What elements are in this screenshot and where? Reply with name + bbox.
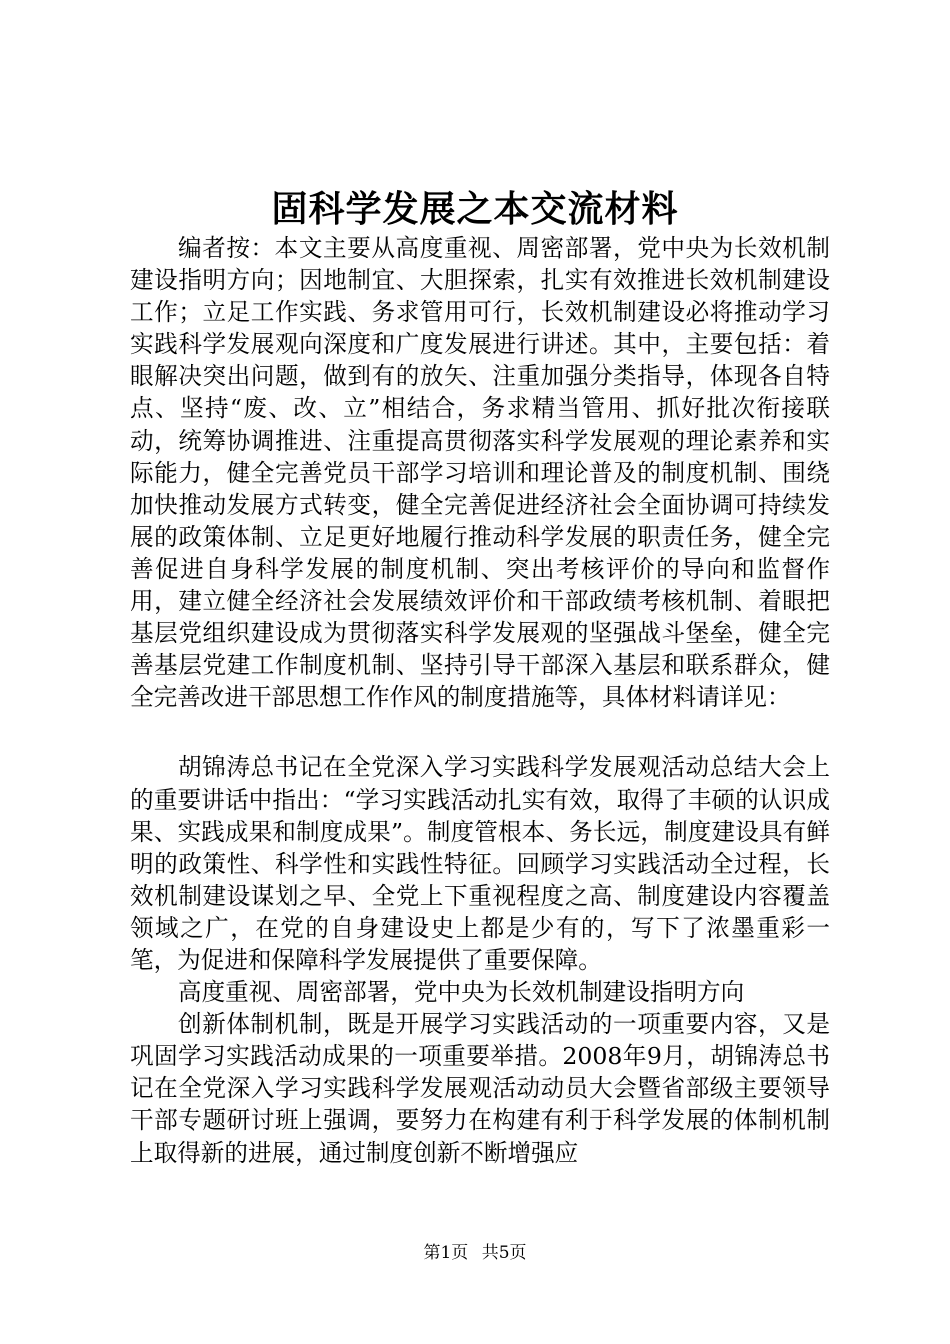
editor-note-paragraph: 编者按：本文主要从高度重视、周密部署，党中央为长效机制建设指明方向；因地制宜、大胆探索，扎实有效推进长效机制建设工作；立足工作实践、务求管用可行，长效机制建设必将推动学习实践科学发展观向深度和广度发展进行讲述。其中，主要包括：着眼解决突出问题，做到有的放矢、注重加强分类指导，体现各自特点、坚持“废、改、立”相结合，务求精当管用、抓好批次衔接联动，统筹协调推进、注重提高贯彻落实科学发展观的理论素养和实际能力，健全完善党员干部学习培训和理论普及的制度机制、围绕加快推动发展方式转变，健全完善促进经济社会全面协调可持续发展的政策体制、立足更好地履行推动科学发展的职责任务，健全完善促进自身科学发展的制度机制、突出考核评价的导向和监督作用，建立健全经济社会发展绩效评价和干部政绩考核机制、着眼把基层党组织建设成为贯彻落实科学发展观的坚强战斗堡垒，健全完善基层党建工作制度机制、坚持引导干部深入基层和联系群众，健全完善改进干部思想工作作风的制度措施等，具体材料请详见： [130, 234, 830, 712]
page-total: 共5页 [481, 1243, 527, 1263]
page-number: 第1页 [423, 1243, 469, 1263]
body-paragraph: 创新体制机制，既是开展学习实践活动的一项重要内容，又是巩固学习实践活动成果的一项重要举措。2008年9月，胡锦涛总书记在全党深入学习实践科学发展观活动动员大会暨省部级主要领导干部专题研讨班上强调，要努力在构建有利于科学发展的体制机制上取得新的进展，通过制度创新不断增强应 [130, 1010, 830, 1167]
paragraph-spacer [130, 713, 830, 751]
body-paragraph: 胡锦涛总书记在全党深入学习实践科学发展观活动总结大会上的重要讲话中指出：“学习实践活动扎实有效，取得了丰硕的认识成果、实践成果和制度成果”。制度管根本、务长远，制度建设具有鲜明的政策性、科学性和实践性特征。回顾学习实践活动全过程，长效机制建设谋划之早、全党上下重视程度之高、制度建设内容覆盖领域之广，在党的自身建设史上都是少有的，写下了浓墨重彩一笔，为促进和保障科学发展提供了重要保障。 [130, 753, 830, 974]
section-heading: 高度重视、周密部署，党中央为长效机制建设指明方向 [178, 978, 745, 1007]
page-footer [0, 1242, 950, 1264]
document-body [130, 232, 830, 1169]
document-title: 固科学发展之本交流材料 [271, 188, 679, 230]
